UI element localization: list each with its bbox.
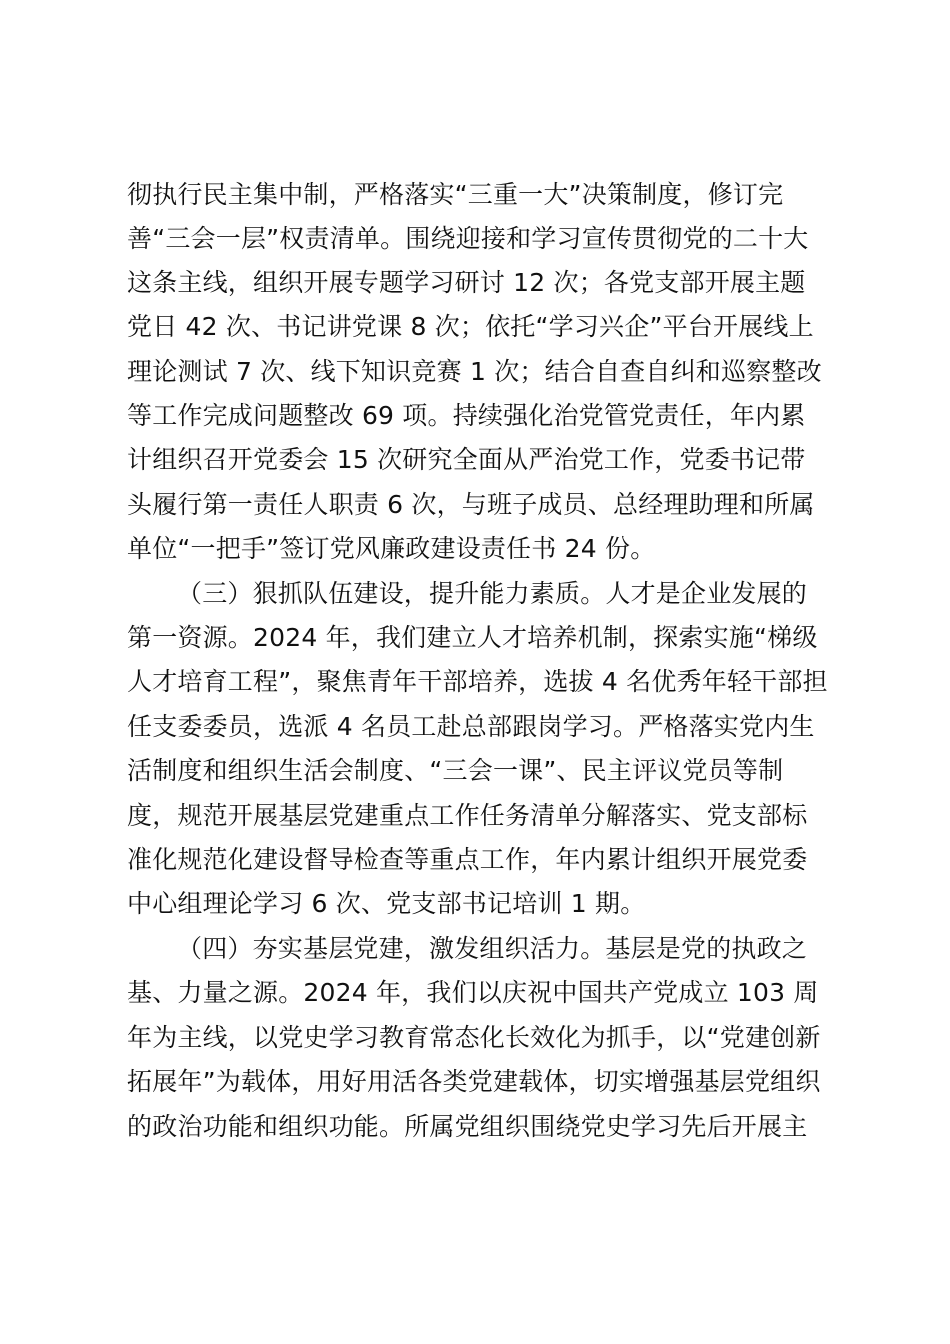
line-text: 第一资源。2024 年，我们建立人才培养机制，探索实施“梯级 [127, 623, 818, 652]
line-text: 的政治功能和组织功能。所属党组织围绕党史学习先后开展主 [127, 1112, 808, 1141]
line-text: 彻执行民主集中制，严格落实“三重一大”决策制度，修订完 [127, 180, 784, 209]
text-line [0, 305, 950, 349]
text-line [0, 749, 950, 793]
text-line [0, 927, 950, 971]
text-line [0, 838, 950, 882]
section-heading-line: （三）狠抓队伍建设，提升能力素质。人才是企业发展的 [177, 579, 808, 608]
line-text: 善“三会一层”权责清单。围绕迎接和学习宣传贯彻党的二十大 [127, 224, 809, 253]
text-line [0, 217, 950, 261]
line-text: 任支委委员，选派 4 名员工赴总部跟岗学习。严格落实党内生 [127, 712, 815, 741]
line-text: 人才培育工程”，聚焦青年干部培养，选拔 4 名优秀年轻干部担 [127, 667, 828, 696]
line-text: 头履行第一责任人职责 6 次，与班子成员、总经理助理和所属 [127, 490, 815, 519]
line-text: 拓展年”为载体，用好用活各类党建载体，切实增强基层党组织 [127, 1067, 821, 1096]
text-line [0, 660, 950, 704]
section-heading-line: （四）夯实基层党建，激发组织活力。基层是党的执政之 [177, 934, 808, 963]
text-line [0, 882, 950, 926]
line-text: 党日 42 次、书记讲党课 8 次；依托“学习兴企”平台开展线上 [127, 312, 814, 341]
text-line [0, 350, 950, 394]
text-line [0, 394, 950, 438]
line-text: 准化规范化建设督导检查等重点工作，年内累计组织开展党委 [127, 845, 808, 874]
line-text: 度，规范开展基层党建重点工作任务清单分解落实、党支部标 [127, 801, 808, 830]
line-text: 年为主线，以党史学习教育常态化长效化为抓手，以“党建创新 [127, 1023, 821, 1052]
text-line [0, 971, 950, 1015]
text-line [0, 616, 950, 660]
line-text: 等工作完成问题整改 69 项。持续强化治党管党责任，年内累 [127, 401, 806, 430]
line-text: 计组织召开党委会 15 次研究全面从严治党工作，党委书记带 [127, 445, 806, 474]
text-line [0, 527, 950, 571]
text-line [0, 572, 950, 616]
text-line [0, 438, 950, 482]
text-line [0, 1016, 950, 1060]
text-line [0, 1060, 950, 1104]
line-text: 单位“一把手”签订党风廉政建设责任书 24 份。 [127, 534, 656, 563]
line-text: 理论测试 7 次、线下知识竞赛 1 次；结合自查自纠和巡察整改 [127, 357, 822, 386]
text-line [0, 173, 950, 217]
line-text: 这条主线，组织开展专题学习研讨 12 次；各党支部开展主题 [127, 268, 806, 297]
text-line [0, 1105, 950, 1149]
text-line [0, 483, 950, 527]
line-text: 中心组理论学习 6 次、党支部书记培训 1 期。 [127, 889, 646, 918]
text-line [0, 794, 950, 838]
text-line [0, 705, 950, 749]
line-text: 基、力量之源。2024 年，我们以庆祝中国共产党成立 103 周 [127, 978, 819, 1007]
line-text: 活制度和组织生活会制度、“三会一课”、民主评议党员等制 [127, 756, 784, 785]
text-line [0, 261, 950, 305]
